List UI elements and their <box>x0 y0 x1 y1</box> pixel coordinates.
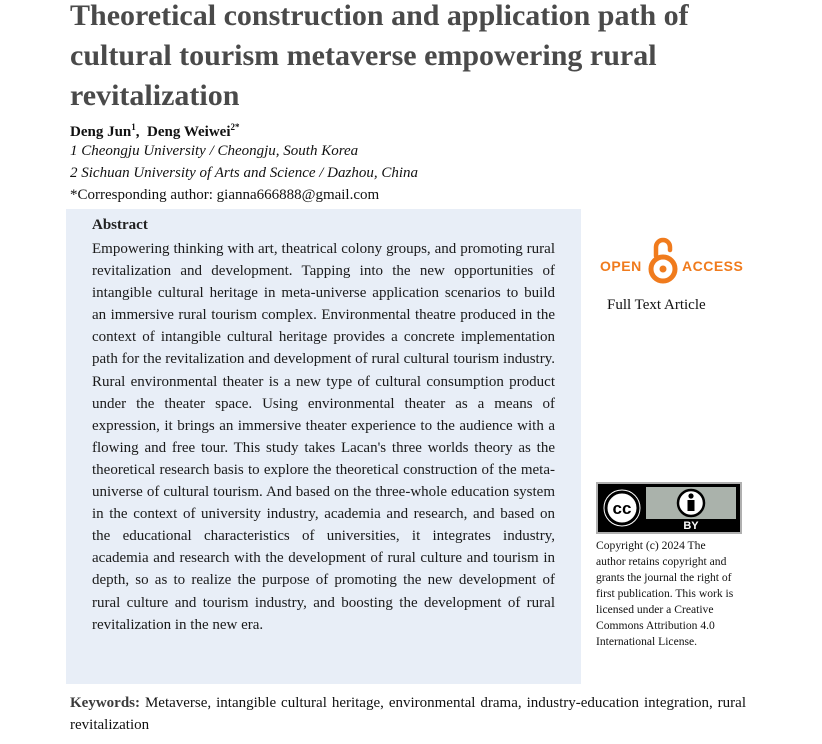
open-access-access-text: ACCESS <box>682 258 744 274</box>
abstract-body: Empowering thinking with art, theatrical colony groups, and promoting rural revitalization and development. Tapping into the new opportunities of intangible cultural heritage in meta-universe application scenarios to build an immersive rural tourism complex. Environmental theatre produced in the context of intangible cultural heritage provides a concrete implementation path for the revitalization and development of rural cultural tourism industry. Rural environmental theater is a new type of cultural consumption product under the theater space. Using environmental theater as a means of expression, it brings an immersive theater experience to the audience with a flowing and free tour. This study takes Lacan's three worlds theory as the theoretical research basis to explore the theoretical construction of the meta-universe of cultural tourism. And based on the three-whole education system in the context of university industry, academia and research, and based on the educational characteristics of universities, it integrates industry, academia and research with the development of rural culture and tourism in depth, so as to realize the purpose of promoting the new development of rural culture and tourism industry, and boosting the development of rural revitalization in the new era. <box>92 241 555 633</box>
cc-by-icon <box>598 484 740 532</box>
author-affiliation-mark: 1 <box>131 122 136 132</box>
open-access-open-text: OPEN <box>600 258 642 274</box>
by-text: BY <box>683 520 699 532</box>
open-access-logo <box>600 236 744 286</box>
author-affiliation-mark: 2* <box>230 122 240 132</box>
keywords-text: Metaverse, intangible cultural heritage, environmental drama, industry-education integration, rural revitalization <box>70 695 746 733</box>
cc-by-license-badge[interactable] <box>596 482 742 534</box>
open-access-lock-icon <box>648 236 678 284</box>
author-name: Deng Jun <box>70 124 132 140</box>
keywords-label: Keywords: <box>70 695 140 711</box>
keywords <box>70 692 746 736</box>
full-text-article-label: Full Text Article <box>607 297 706 313</box>
affiliation-2: 2 Sichuan University of Arts and Science / Dazhou, China <box>70 165 419 181</box>
corresponding-author: *Corresponding author: gianna666888@gmail.com <box>70 187 380 203</box>
abstract-heading: Abstract <box>92 217 148 233</box>
author-separator: , <box>135 124 148 140</box>
affiliation-1: 1 Cheongju University / Cheongju, South Korea <box>70 143 359 159</box>
author-name: Deng Weiwei <box>147 124 231 140</box>
author-line <box>70 117 240 142</box>
paper-title: Theoretical construction and application path of cultural tourism metaverse empowering rural revitalization <box>70 0 689 112</box>
cc-text: cc <box>612 499 632 518</box>
license-text: Copyright (c) 2024 The author retains copyright and grants the journal the right of first publication. This work is licensed under a Creative Commons Attribution 4.0 International License. <box>596 539 734 648</box>
